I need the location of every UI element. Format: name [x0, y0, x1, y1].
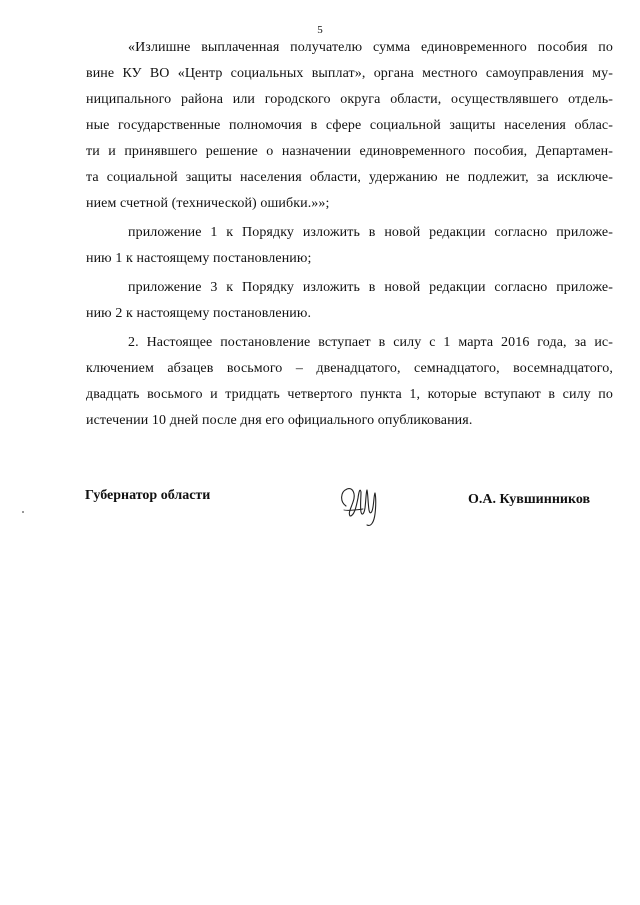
text-line: нию 1 к настоящему постановлению;: [86, 251, 312, 266]
text-line: ниципального района или городского округа области, осуществлявшего отдель-: [86, 92, 613, 107]
signatory-position: Губернатор области: [85, 488, 211, 503]
text-line: та социальной защиты населения области, удержанию не подлежит, за исключе-: [86, 170, 613, 185]
text-line: вине КУ ВО «Центр социальных выплат», органа местного самоуправления му-: [86, 66, 613, 81]
text-line: «Излишне выплаченная получателю сумма единовременного пособия по: [128, 40, 613, 55]
text-line: нием счетной (технической) ошибки.»»;: [86, 196, 330, 211]
text-line: ные государственные полномочия в сфере социальной защиты населения облас-: [86, 118, 613, 133]
text-line: двадцать восьмого и тридцать четвертого пункта 1, которые вступают в силу по: [86, 387, 613, 402]
text-line: приложение 3 к Порядку изложить в новой редакции согласно приложе-: [128, 280, 613, 295]
text-line: нию 2 к настоящему постановлению.: [86, 306, 312, 321]
text-line: приложение 1 к Порядку изложить в новой редакции согласно приложе-: [128, 225, 613, 240]
handwritten-signature: [336, 480, 386, 530]
page-number: 5: [317, 24, 323, 36]
scan-speck: [22, 511, 24, 513]
text-line: истечении 10 дней после дня его официального опубликования.: [86, 413, 473, 428]
text-line: ключением абзацев восьмого – двенадцатого, семнадцатого, восемнадцатого,: [86, 361, 613, 376]
text-line: ти и принявшего решение о назначении единовременного пособия, Департамен-: [86, 144, 613, 159]
text-line: 2. Настоящее постановление вступает в силу с 1 марта 2016 года, за ис-: [128, 335, 613, 350]
signatory-name: О.А. Кувшинников: [468, 492, 591, 507]
